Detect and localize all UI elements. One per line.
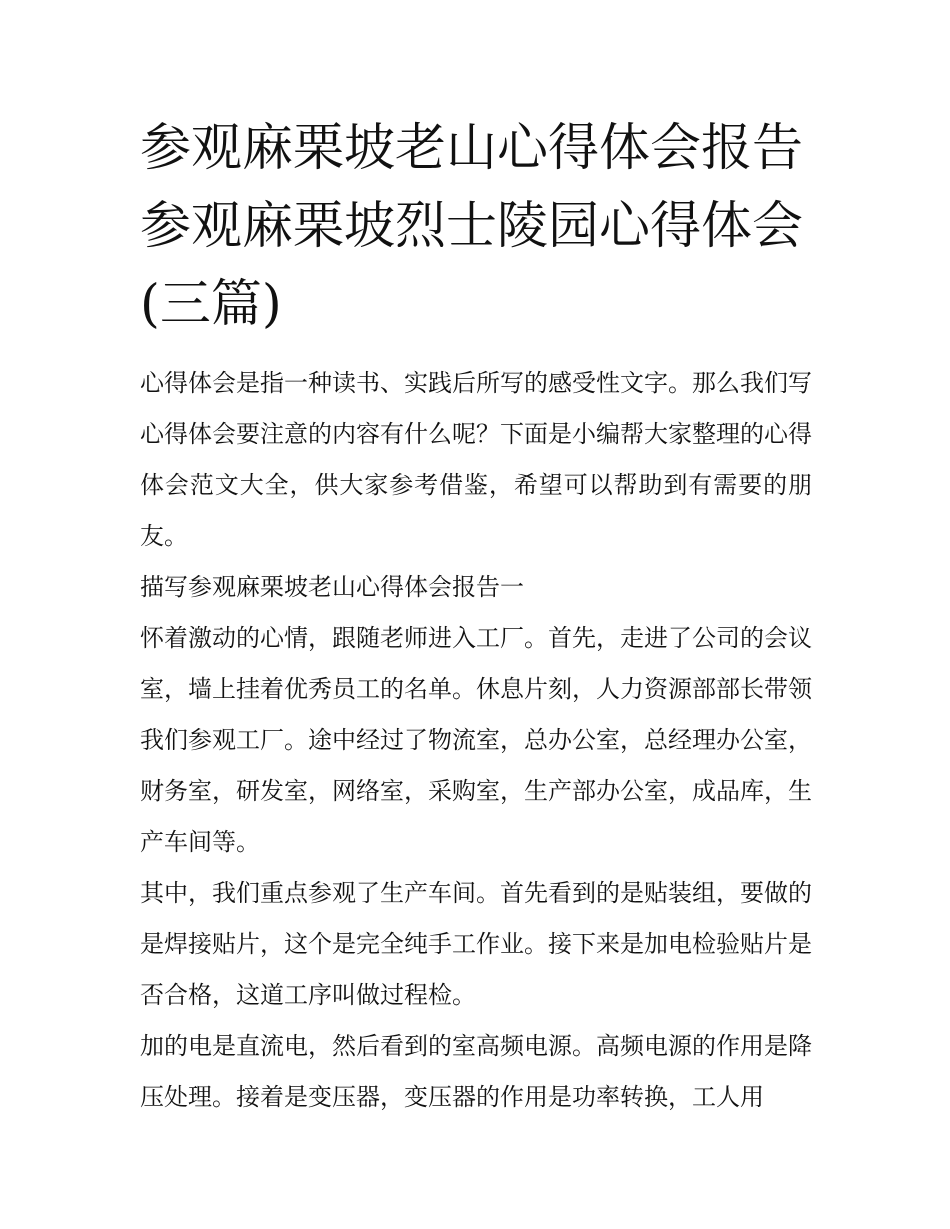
section-heading: 描写参观麻栗坡老山心得体会报告一 bbox=[140, 573, 524, 601]
body-paragraph-1: 怀着激动的心情，跟随老师进入工厂。首先，走进了公司的会议室，墙上挂着优秀员工的名单。休息片刻，人力资源部部长带领我们参观工厂。途中经过了物流室，总办公室，总经理办公室，财务室，研发室，网络室，采购室，生产部办公室，成品库，生产车间等。 bbox=[140, 624, 812, 856]
body-paragraph-3: 加的电是直流电，然后看到的室高频电源。高频电源的作用是降压处理。接着是变压器，变压器的作用是功率转换，工人用 bbox=[140, 1032, 812, 1111]
title-line-3: (三篇) bbox=[140, 275, 282, 334]
intro-paragraph: 心得体会是指一种读书、实践后所写的感受性文字。那么我们写心得体会要注意的内容有什么呢？下面是小编帮大家整理的心得体会范文大全，供大家参考借鉴，希望可以帮助到有需要的朋友。 bbox=[140, 369, 812, 550]
title-line-2: 参观麻栗坡烈士陵园心得体会 bbox=[140, 197, 804, 256]
document-title bbox=[140, 110, 812, 344]
body-paragraph-2: 其中，我们重点参观了生产车间。首先看到的是贴装组，要做的是焊接贴片，这个是完全纯手工作业。接下来是加电检验贴片是否合格，这道工序叫做过程检。 bbox=[140, 879, 812, 1009]
title-line-1: 参观麻栗坡老山心得体会报告 bbox=[140, 119, 804, 178]
document-page bbox=[140, 110, 812, 1123]
